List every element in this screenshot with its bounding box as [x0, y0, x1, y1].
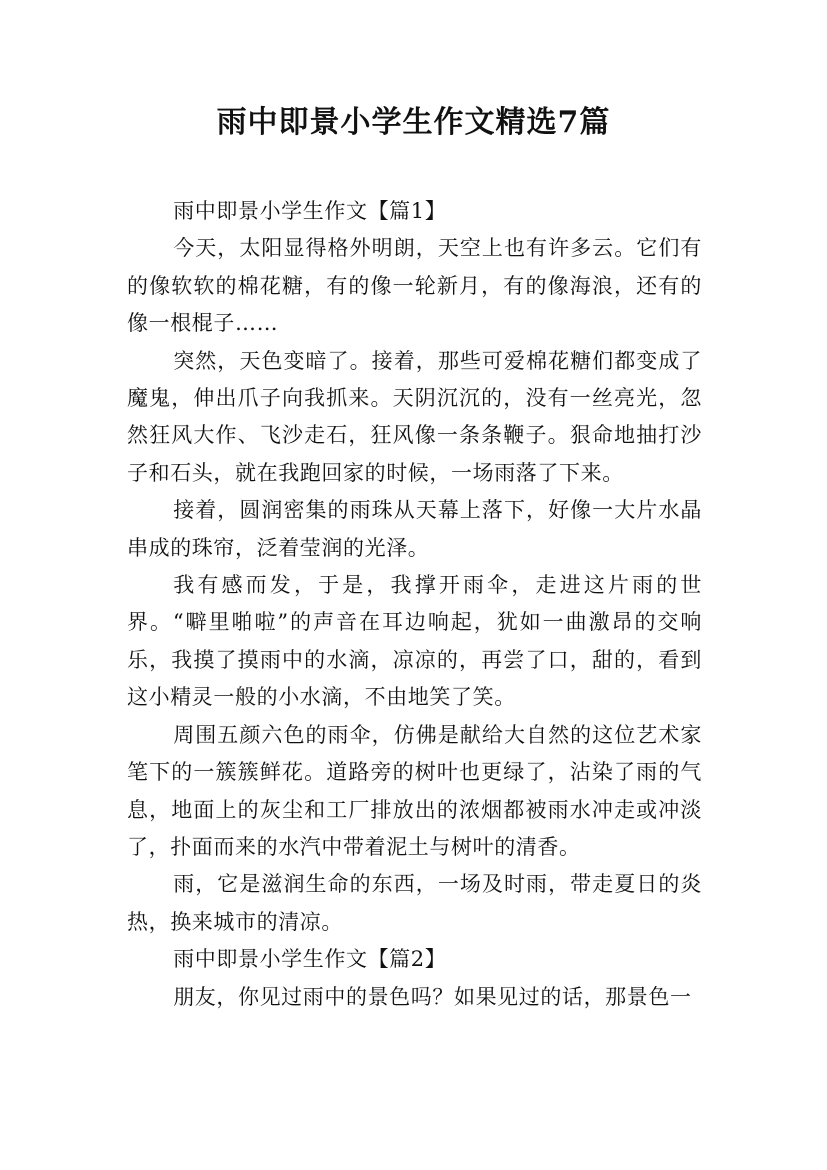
paragraph: 突然，天色变暗了。接着，那些可爱棉花糖们都变成了魔鬼，伸出爪子向我抓来。天阴沉沉的，没有一丝亮光，忽然狂风大作、飞沙走石，狂风像一条条鞭子。狠命地抽打沙子和石头，就在我跑回家的时候，一场雨落了下来。 [127, 348, 702, 485]
paragraph: 雨，它是滋润生命的东西，一场及时雨，带走夏日的炎热，换来城市的清凉。 [127, 872, 702, 934]
section-heading-2: 雨中即景小学生作文【篇2】 [173, 947, 447, 972]
paragraph: 朋友，你见过雨中的景色吗？如果见过的话，那景色一 [173, 984, 692, 1009]
document-body [127, 193, 702, 1016]
paragraph: 周围五颜六色的雨伞，仿佛是献给大自然的这位艺术家笔下的一簇簇鲜花。道路旁的树叶也更绿了，沾染了雨的气息，地面上的灰尘和工厂排放出的浓烟都被雨水冲走或冲淡了，扑面而来的水汽中带着泥土与树叶的清香。 [127, 722, 702, 859]
document-title: 雨中即景小学生作文精选7篇 [216, 105, 611, 140]
paragraph: 接着，圆润密集的雨珠从天幕上落下，好像一大片水晶串成的珠帘，泛着莹润的光泽。 [127, 498, 702, 560]
paragraph: 我有感而发，于是，我撑开雨伞，走进这片雨的世界。“噼里啪啦”的声音在耳边响起，犹如一曲激昂的交响乐，我摸了摸雨中的水滴，凉凉的，再尝了口，甜的，看到这小精灵一般的小水滴，不由地笑了笑。 [127, 573, 702, 710]
paragraph: 今天，太阳显得格外明朗，天空上也有许多云。它们有的像软软的棉花糖，有的像一轮新月，有的像海浪，还有的像一根棍子…… [127, 236, 702, 336]
section-heading-1: 雨中即景小学生作文【篇1】 [173, 199, 447, 223]
